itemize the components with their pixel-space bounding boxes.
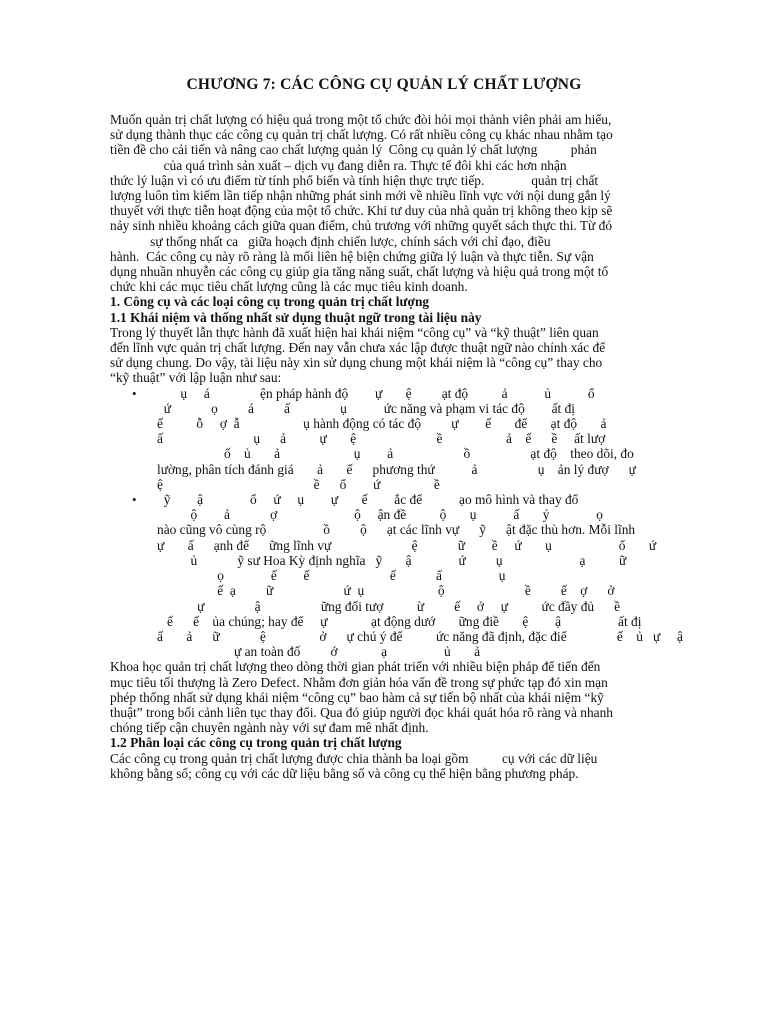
bullet-icon: •	[132, 492, 137, 508]
text-line: ụ á ện pháp hành độ ự ệ ạt độ ả ủ ổ	[157, 385, 595, 401]
text-line: ự an toàn đố ớ ạ ủ ả	[157, 644, 481, 660]
text-line: ự ậ ững đối tượ ừ ế ở ự ức đầy đủ ề	[157, 598, 621, 614]
text-line: ệ ề ổ ứ ề	[157, 476, 440, 492]
text-line: ế ế ủa chúng; hay để ự ạt động dướ ững điề ệ ậ ất đị	[157, 613, 642, 629]
text-line: sự thống nhất ca giữa hoạch định chiến lược, chính sách với chỉ đạo, điều	[110, 233, 551, 249]
intro-paragraph	[110, 112, 693, 294]
text-line: ấ ả ữ ệ ở ự chú ý để ức năng đã định, đặc điể ế ủ ự ậ	[157, 628, 683, 644]
heading-section-1: 1. Công cụ và các loại công cụ trong quản trị chất lượng	[110, 294, 430, 310]
text-line: của quá trình sản xuất – dịch vụ đang diễn ra. Thực tế đôi khi các hơn nhận	[110, 157, 567, 173]
text-line: ế ạ ữ ứ ụ ộ ề ế ợ ở	[157, 583, 615, 599]
bullet-icon: •	[132, 385, 137, 401]
text-line: ứ ọ á ấ ụ ức năng và phạm vi tác độ ất đị	[157, 400, 576, 416]
bullet-item-techniques	[110, 492, 693, 659]
heading-section-1-2: 1.2 Phân loại các công cụ trong quản trị chất lượng	[110, 735, 402, 751]
text-line: sử dụng chung. Do vậy, tài liệu này xin sử dụng chung một khái niệm là “công cụ” thay cho	[110, 355, 603, 371]
bullet-text-techniques	[157, 492, 693, 659]
text-line: ỹ ậ ổ ứ ụ ự ế ắc để ạo mô hình và thay đổ	[157, 492, 579, 508]
text-line: sử dụng thành thục các công cụ quản trị chất lượng. Có rất nhiều công cụ khác nhau nhằm tạo	[110, 127, 613, 143]
heading-section-1-1: 1.1 Khái niệm và thống nhất sử dụng thuật ngữ trong tài liệu này	[110, 309, 482, 325]
text-line: Trong lý thuyết lẫn thực hành đã xuất hiện hai khái niệm “công cụ” và “kỹ thuật” liên quan	[110, 324, 599, 340]
bullet-item-tools	[110, 386, 693, 492]
text-line: ế ỗ ợ ẫ ụ hành động có tác độ ự ế để ạt độ ả	[157, 416, 607, 432]
text-line: mục tiêu tối thượng là Zero Defect. Nhằm đơn giản hóa vấn đề trong sự phức tạp đó xin mạn	[110, 674, 608, 690]
text-line: chóng tiếp cận chuyên ngành này với sự đam mê nhất định.	[110, 720, 429, 736]
section-1-2-paragraph	[110, 751, 693, 781]
text-line: thuyết với thực tiễn hoạt động của một tổ chức. Khi tư duy của nhà quản trị không theo kịp sẽ	[110, 203, 613, 219]
document-body	[110, 112, 693, 781]
chapter-title: CHƯƠNG 7: CÁC CÔNG CỤ QUẢN LÝ CHẤT LƯỢNG	[186, 76, 582, 93]
text-line: lường, phân tích đánh giá ả ế phương thứ ả ụ ản lý đượ ự	[157, 461, 636, 477]
text-line: Muốn quản trị chất lượng có hiệu quả trong một tổ chức đòi hỏi mọi thành viên phải am hiểu,	[110, 112, 612, 127]
text-line: “kỹ thuật” với lập luận như sau:	[110, 370, 282, 386]
text-line: ủ ỹ sư Hoa Kỳ định nghĩa ỹ ậ ứ ụ ạ ữ	[157, 552, 627, 568]
section-1-1-paragraph	[110, 325, 693, 386]
text-line: thuật” trong bối cảnh liên tục thay đổi. Qua đó giúp người đọc khái quát hóa rõ ràng và nhanh	[110, 704, 613, 720]
text-line: không bằng số; công cụ với các dữ liệu bằng số và công cụ thể hiện bằng phương pháp.	[110, 765, 579, 781]
text-line: dụng nhuần nhuyễn các công cụ giúp gia tăng năng suất, chất lượng và hiệu quả trong một tổ	[110, 264, 609, 280]
text-line: đến lĩnh vực quản trị chất lượng. Đến nay vẫn chưa xác lập được thuật ngữ nào chính xác để	[110, 340, 606, 356]
text-line: lượng luôn tìm kiếm lần tiếp nhận những phát sinh mới về nhiều lĩnh vực với nội dung gắn lý	[110, 188, 611, 204]
text-line: ấ ụ ả ự ệ ề ả ế ề ất lượ	[157, 431, 606, 447]
text-line: phép thống nhất sử dụng khái niệm “công cụ” bao hàm cả sự tiến bộ nhất của khái niệm “kỹ	[110, 689, 604, 705]
text-line: nảy sinh nhiều khoảng cách giữa quan điểm, chủ trương với những quyết sách thực thi. Từ đó	[110, 218, 613, 234]
text-line: nào cũng vô cùng rộ ồ ộ ạt các lĩnh vự ỹ ật đặc thù hơn. Mỗi lĩnh	[157, 522, 636, 538]
section-1-1-closing-paragraph	[110, 659, 693, 735]
bullet-text-tools	[157, 386, 693, 492]
text-line: tiền đề cho cải tiến và nâng cao chất lượng quản lý Công cụ quản lý chất lượng phản	[110, 142, 597, 158]
text-line: Khoa học quản trị chất lượng theo dòng thời gian phát triển với nhiều biện pháp để tiến đến	[110, 659, 601, 675]
text-line: Các công cụ trong quản trị chất lượng được chia thành ba loại gồm cụ với các dữ liệu	[110, 750, 598, 766]
text-line: ọ ế ế ế ấ ụ	[157, 568, 506, 584]
text-line: thức lý luận vì có ưu điểm từ tính phổ biến và tính hiện thực trực tiếp. quản trị chất	[110, 172, 599, 188]
text-line: ố ủ ả ụ ả ồ ạt độ theo dõi, đo	[157, 446, 634, 462]
text-line: hành. Các công cụ này rõ ràng là mối liên hệ biện chứng giữa lý luận và thực tiễn. Sự vận	[110, 248, 594, 264]
text-line: chức khi các mục tiêu chất lượng cũng là các mục tiêu kinh doanh.	[110, 279, 468, 295]
text-line: ự ấ ạnh để ững lĩnh vự ệ ữ ề ứ ụ ổ ứ	[157, 537, 657, 553]
text-line: ộ ả ợ ộ ận đề ộ ụ ấ ỷ ọ	[157, 507, 603, 523]
